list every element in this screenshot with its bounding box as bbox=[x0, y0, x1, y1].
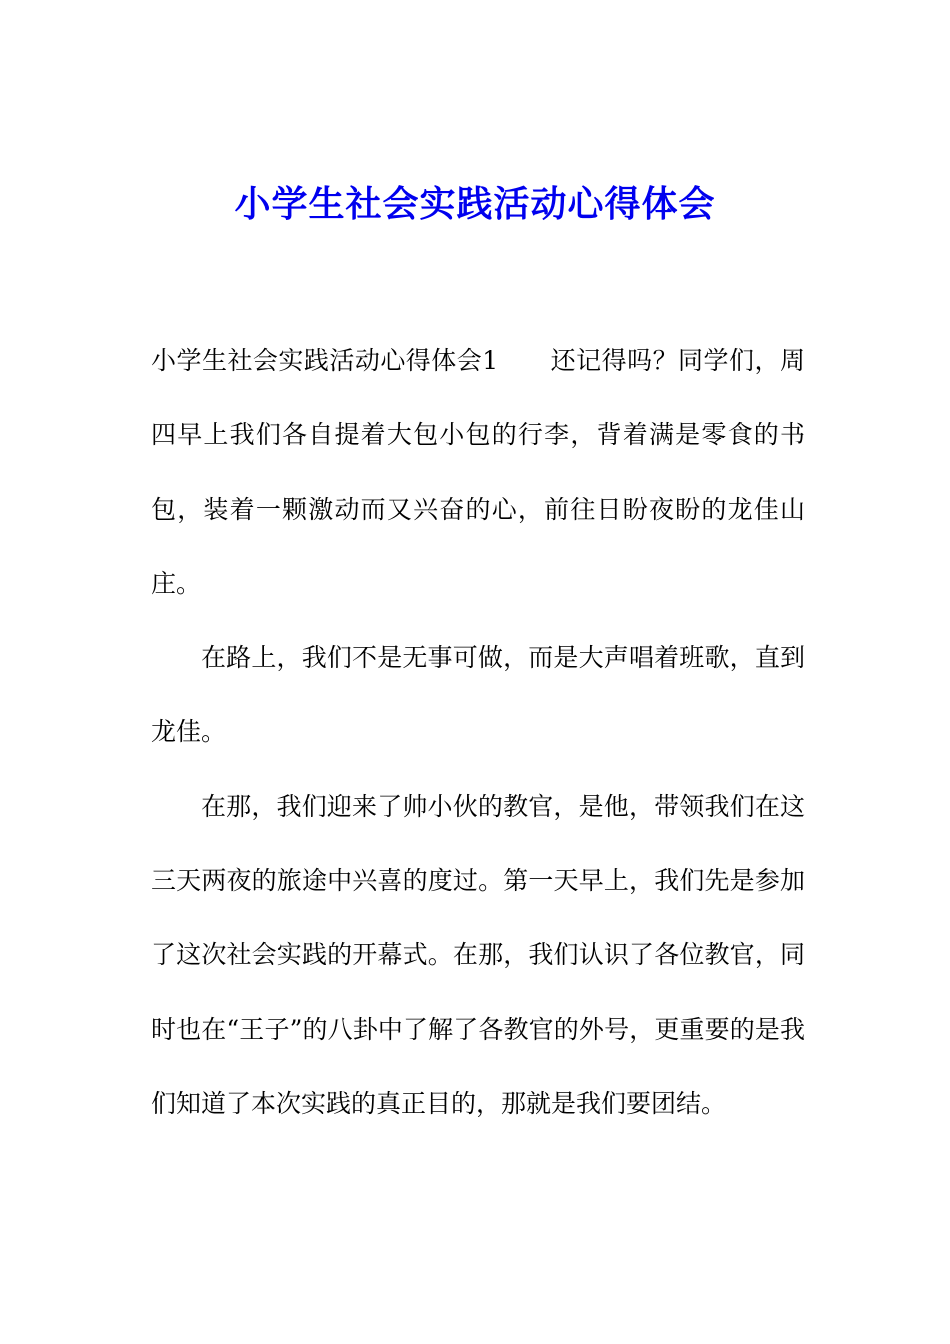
paragraph-3: 在那，我们迎来了帅小伙的教官，是他，带领我们在这三天两夜的旅途中兴喜的度过。第一天早上，我们先是参加了这次社会实践的开幕式。在那，我们认识了各位教官，同时也在“王子”的八卦中了解了各教官的外号，更重要的是我们知道了本次实践的真正目的，那就是我们要团结。 bbox=[151, 791, 805, 1118]
paragraph-1-text: 还记得吗？同学们，周四早上我们各自提着大包小包的行李，背着满是零食的书包，装着一颗激动而又兴奋的心，前往日盼夜盼的龙佳山庄。 bbox=[151, 346, 805, 598]
paragraph-2: 在路上，我们不是无事可做，而是大声唱着班歌，直到龙佳。 bbox=[151, 643, 805, 747]
document-body bbox=[151, 324, 805, 1141]
paragraph-1 bbox=[151, 324, 805, 621]
document-title: 小学生社会实践活动心得体会 bbox=[234, 183, 716, 225]
section-heading: 小学生社会实践活动心得体会1 bbox=[151, 346, 499, 375]
